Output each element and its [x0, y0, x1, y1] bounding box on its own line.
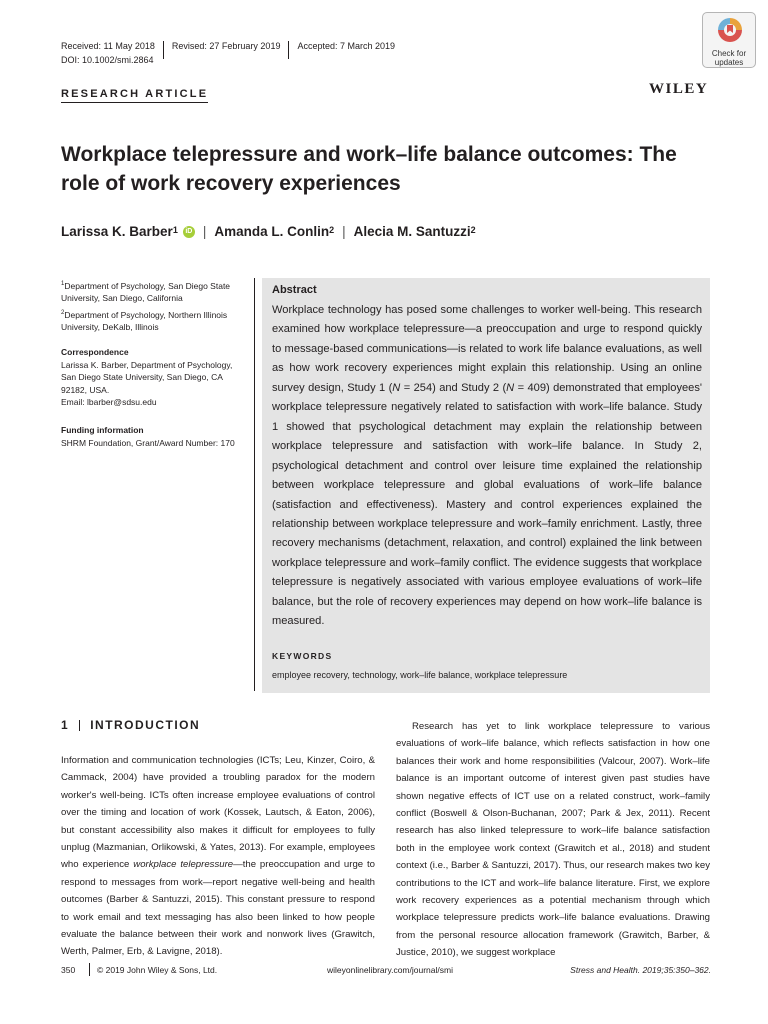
author-affiliation-number: 2 [470, 224, 476, 235]
correspondence-line: San Diego State University, San Diego, CA [61, 372, 223, 382]
publisher-logo: WILEY [649, 81, 709, 97]
received-date: Received: 11 May 2018 [61, 41, 155, 51]
affiliation [61, 278, 246, 305]
correspondence-heading: Correspondence [61, 347, 129, 357]
copyright: © 2019 John Wiley & Sons, Ltd. [97, 965, 218, 975]
accepted-date: Accepted: 7 March 2019 [297, 41, 396, 51]
check-for-updates-badge[interactable] [702, 12, 756, 68]
funding-information [61, 424, 246, 449]
body-column-left: Information and communication technologies (ICTs; Leu, Kinzer, Coiro, & Cammack, 2004) have provided a troubling paradox for the modern worker's well-being. ICTs often increase employee evaluations of control over the timing and location of work (Kossek, Lautsch, & Eaton, 2006), but constant accessibility also makes it difficult for employees to fully unplug (Mazmanian, Orlikowski, & Yates, 2013). For example, employees who experience workplace telepressure—the preoccupation and urge to respond to messages from work—report negative well-being and health outcomes (Barber & Santuzzi, 2015). This constant pressure to respond to work email and text messaging has also been linked to how people evaluate the balance between their work and nonwork lives (Grawitch, Werth, Palmer, Erb, & Lavigne, 2018). [61, 755, 375, 958]
check-for-updates-icon [718, 18, 742, 42]
orcid-icon[interactable]: iD [183, 226, 195, 238]
article-history [61, 37, 395, 55]
revised-date: Revised: 27 February 2019 [171, 41, 281, 51]
journal-citation: Stress and Health. 2019;35:350–362. [570, 965, 711, 975]
author-separator: | [342, 224, 346, 239]
author-separator: | [202, 224, 207, 239]
abstract-heading: Abstract [272, 284, 317, 296]
paragraph: Research has yet to link workplace telepressure to various evaluations of work–life balance, which reflects satisfaction in how one balances their work and home responsibilities (Valcour, 2007). Work–life balance is an important outcome of interest given past studies have shown negative effects of ICT use on a related construct, work–family conflict (Boswell & Olson-Buchanan, 2007; Park & Jex, 2011). Recent research has also linked telepressure to work–life balance satisfaction both in the employee work context (Grawitch et al., 2018) and student context (i.e., Barber & Santuzzi, 2017). Thus, our research makes two key contributions to the ICT and work–life balance literature. First, we explore work recovery experiences as a potential mechanism through which workplace telepressure predicts work–life balance evaluations. Drawing from the personal resource allocation framework (Grawitch, Barber, & Justice, 2010), we suggest workplace [396, 721, 710, 959]
article-type: RESEARCH ARTICLE [61, 88, 208, 103]
affiliation-number: 1 [61, 281, 65, 287]
funding-heading: Funding information [61, 425, 144, 435]
footer-divider [89, 963, 90, 976]
affiliation-text: Department of Psychology, Northern Illinois University, DeKalb, Illinois [61, 309, 228, 333]
author-affiliation-number: 2 [329, 224, 335, 235]
author-list [61, 224, 476, 239]
correspondence-email[interactable]: Email: lbarber@sdsu.edu [61, 397, 157, 407]
page-number: 350 [61, 965, 76, 975]
section-number: 1 [61, 718, 70, 732]
doi[interactable]: DOI: 10.1002/smi.2864 [61, 55, 154, 65]
badge-line-1: Check for [711, 49, 747, 58]
divider [163, 41, 164, 59]
journal-url[interactable]: wileyonlinelibrary.com/journal/smi [327, 965, 453, 975]
keywords-text: employee recovery, technology, work–life balance, workplace telepressure [272, 670, 568, 680]
section-title: INTRODUCTION [90, 718, 201, 732]
correspondence-line: 92182, USA. [61, 384, 110, 395]
article-title: Workplace telepressure and work–life balance outcomes: The role of work recovery experiences [61, 143, 677, 195]
correspondence-line: Larissa K. Barber, Department of Psychology, [61, 359, 233, 370]
column-divider [254, 278, 255, 691]
affiliation-text: Department of Psychology, San Diego State University, San Diego, California [61, 280, 231, 304]
page-footer [61, 963, 711, 979]
abstract-text: Workplace technology has posed some challenges to worker well-being. This research examined how workplace telepressure—a preoccupation and urge to respond quickly to message-based communications—is related to work life balance evaluations, as well as how work recovery experiences might explain this relationship. Using an online survey design, Study 1 (N = 254) and Study 2 (N = 409) demonstrated that employees' workplace telepressure negatively related to satisfaction with work–life balance. Study 1 showed that psychological detachment may explain the relationship between workplace telepressure and satisfaction with work–life balance. In Study 2, psychological detachment and control over leisure time explained the relationship between workplace telepressure and global evaluations of work–life balance (satisfaction and effectiveness). Mastery and control experiences explained the relationship between workplace telepressure and work–family enrichment. Lastly, three recovery mechanisms (detachment, relaxation, and control) explained the link between workplace telepressure and work–family conflict. The evidence suggests that workplace telepressure is negatively associated with various employee evaluations of work–life balance, but the role of recovery experiences may depend on how work–life balance is measured. [272, 304, 702, 628]
affiliation-number: 2 [61, 310, 65, 316]
affiliation [61, 307, 246, 334]
author-name[interactable]: Amanda L. Conlin [214, 224, 330, 239]
correspondence [61, 346, 246, 409]
body-column-right [396, 718, 710, 962]
section-divider [79, 720, 80, 731]
author-name[interactable]: Larissa K. Barber [61, 224, 173, 239]
keywords-heading: KEYWORDS [272, 651, 333, 661]
divider [288, 41, 289, 59]
funding-text: SHRM Foundation, Grant/Award Number: 170 [61, 437, 235, 448]
badge-line-2: updates [714, 58, 744, 67]
author-name[interactable]: Alecia M. Santuzzi [353, 224, 471, 239]
section-heading [61, 718, 200, 732]
author-affiliation-number: 1 [172, 224, 178, 235]
